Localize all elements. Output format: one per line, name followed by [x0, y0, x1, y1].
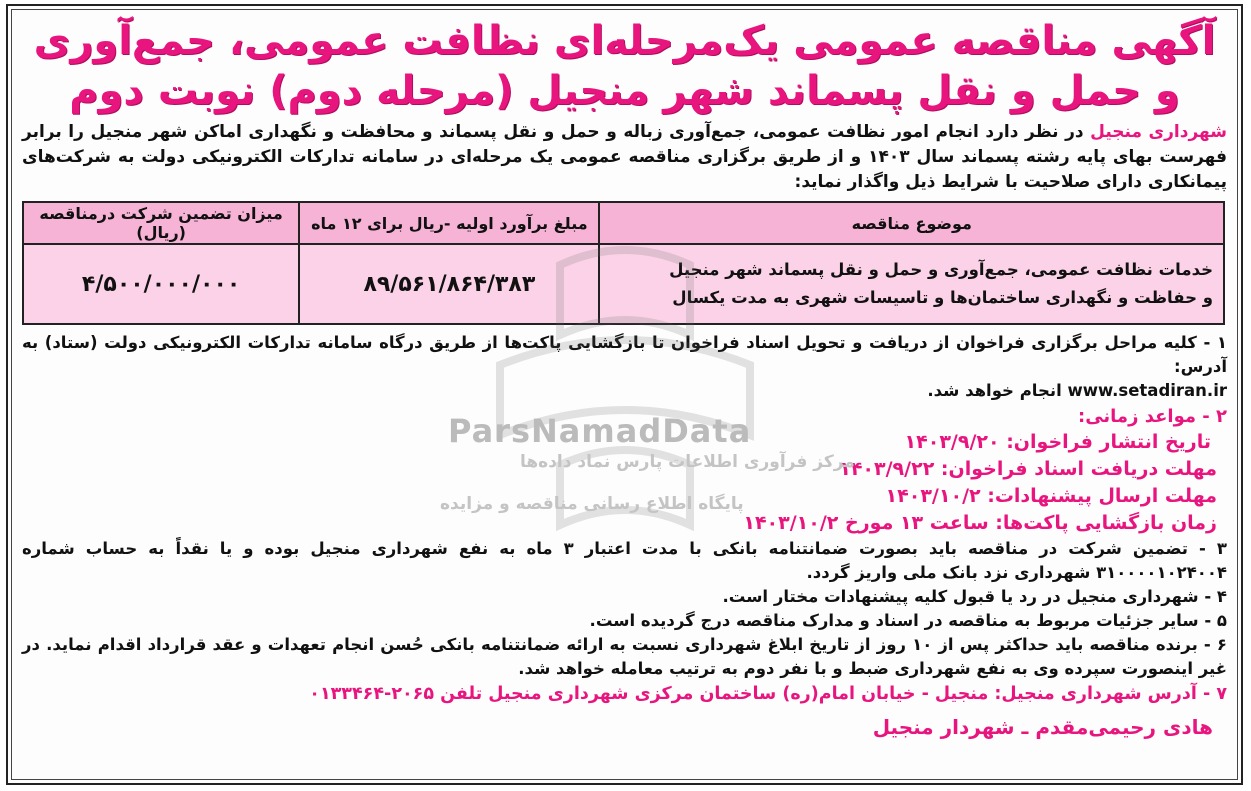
item-1	[8, 331, 1241, 403]
tender-notice	[6, 4, 1243, 785]
table-header-row	[23, 202, 1224, 244]
subject-line-2: و حفاظت و نگهداری ساختمان‌ها و تاسیسات شهری به مدت یکسال	[672, 288, 1213, 307]
header-guarantee: میزان تضمین شرکت درمناقصه (ریال)	[23, 202, 299, 244]
watermark-subtitle-2: پایگاه اطلاع رسانی مناقصه و مزایده	[440, 494, 744, 514]
deadline-documents: مهلت دریافت اسناد فراخوان: ۱۴۰۳/۹/۲۲	[839, 458, 1217, 480]
cell-guarantee: ۴/۵۰۰/۰۰۰/۰۰۰	[23, 244, 299, 324]
item-5: ۵ - سایر جزئیات مربوط به مناقصه در اسناد و مدارک مناقصه درج گردیده است.	[589, 611, 1227, 630]
cell-subject	[599, 244, 1224, 324]
watermark-brand: ParsNamadData	[448, 412, 752, 450]
deadline-opening: زمان بازگشایی پاکت‌ها: ساعت ۱۳ مورخ ۱۴۰۳/۱۰/۲	[743, 512, 1217, 534]
deadlines-title: ۲ - مواعد زمانی:	[1078, 406, 1227, 427]
item-7-address: ۷ - آدرس شهرداری منجیل: منجیل - خیابان امام(ره) ساختمان مرکزی شهرداری منجیل تلفن ۲۰۶۵-۰۱۳۳۴۶۴	[309, 684, 1227, 704]
title-line-1: آگهی مناقصه عمومی یک‌مرحله‌ای نظافت عمومی، جمع‌آوری	[33, 18, 1216, 64]
intro-paragraph	[8, 116, 1241, 195]
table-row	[23, 244, 1224, 324]
tender-table	[22, 201, 1225, 325]
title-line-2: و حمل و نقل پسماند شهر منجیل (مرحله دوم) نوبت دوم	[69, 68, 1180, 114]
item-4: ۴ - شهرداری منجیل در رد یا قبول کلیه پیشنهادات مختار است.	[722, 587, 1227, 606]
deadline-publish: تاریخ انتشار فراخوان: ۱۴۰۳/۹/۲۰	[904, 431, 1211, 453]
intro-text: در نظر دارد انجام امور نظافت عمومی، جمع‌آوری زباله و حمل و نقل پسماند و محافظت و نگهداری اماکن شهر منجیل را برابر فهرست بهای پایه رشته پسماند سال ۱۴۰۳ و از طریق برگزاری مناقصه عمومی یک مرحله‌ای در سامانه تدارکات الکترونیکی دولت به شرکت‌های پیمانکاری دارای صلاحیت با شرایط ذیل واگذار نماید:	[22, 122, 1227, 192]
mayor-signature: هادی رحیمی‌مقدم ـ شهردار منجیل	[872, 715, 1213, 739]
header-estimate: مبلغ برآورد اولیه -ریال برای ۱۲ ماه	[299, 202, 599, 244]
item-3: ۳ - تضمین شرکت در مناقصه باید بصورت ضمانتنامه بانکی با مدت اعتبار ۳ ماه به نفع شهرداری منجیل بوده و یا نقداً به حساب شماره ۳۱۰۰۰۰۱۰۲۴۰۰۴ شهرداری نزد بانک ملی واریز گردد.	[22, 539, 1227, 582]
deadline-submission: مهلت ارسال پیشنهادات: ۱۴۰۳/۱۰/۲	[885, 485, 1217, 507]
cell-estimate: ۸۹/۵۶۱/۸۶۴/۳۸۳	[299, 244, 599, 324]
header-subject: موضوع مناقصه	[599, 202, 1224, 244]
subject-line-1: خدمات نظافت عمومی، جمع‌آوری و حمل و نقل پسماند شهر منجیل	[669, 260, 1213, 279]
organization-name: شهرداری منجیل	[1090, 122, 1227, 142]
item-6: ۶ - برنده مناقصه باید حداکثر پس از ۱۰ روز از تاریخ ابلاغ شهرداری نسبت به ارائه ضمانتنامه بانکی حُسن انجام تعهدات و عقد قرارداد اقدام نماید. در غیر اینصورت سپرده وی به نفع شهرداری ضبط و با نفر دوم به ترتیب معامله خواهد شد.	[22, 635, 1227, 678]
watermark-subtitle-1: مرکز فرآوری اطلاعات پارس نماد داده‌ها	[520, 452, 855, 472]
item-1-text: ۱ - کلیه مراحل برگزاری فراخوان از دریافت و تحویل اسناد فراخوان تا بازگشایی پاکت‌ها از طریق درگاه سامانه تدارکات الکترونیکی دولت (ستاد) به آدرس:	[22, 333, 1227, 376]
setad-url-link[interactable]: www.setadiran.ir	[1067, 381, 1227, 400]
notice-title	[8, 16, 1241, 116]
item-1-end: انجام خواهد شد.	[927, 381, 1068, 400]
